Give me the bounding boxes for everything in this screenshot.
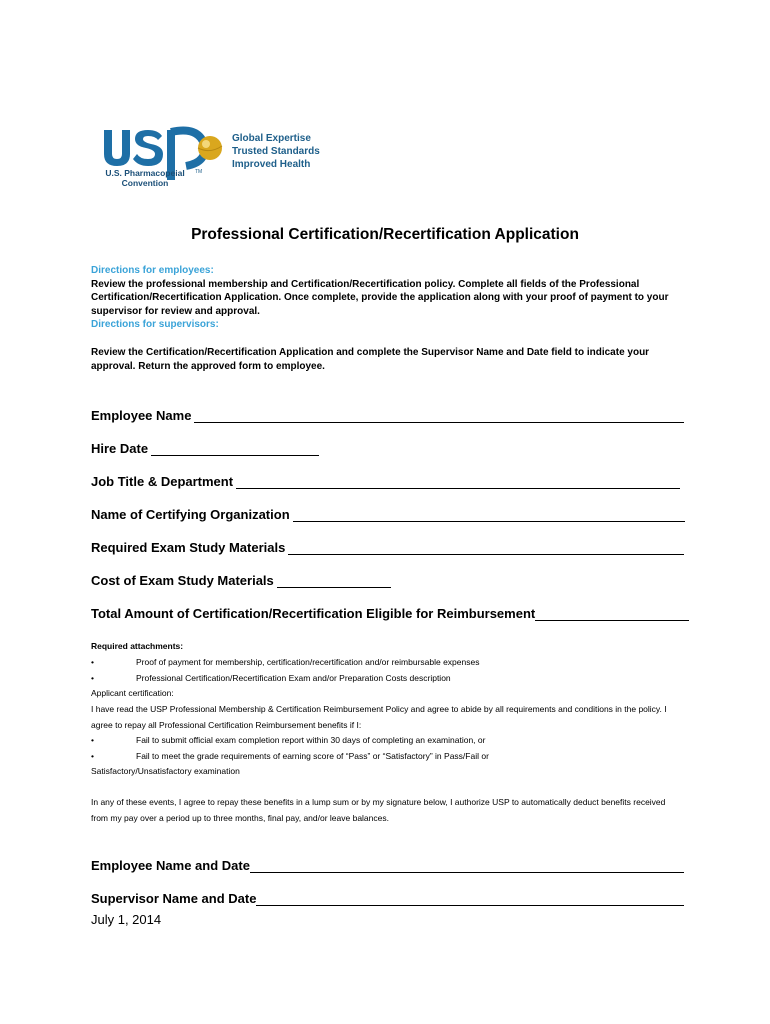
usp-logo <box>100 124 340 196</box>
bullet-icon: • <box>91 751 94 761</box>
attachment-item-2 <box>91 671 451 687</box>
exam-materials-field <box>91 540 684 555</box>
total-amount-input-line[interactable] <box>535 608 689 621</box>
certifying-org-field <box>91 507 685 522</box>
attachment-item-1-text: Proof of payment for membership, certification/recertification and/or reimbursable expenses <box>136 657 480 667</box>
bullet-icon: • <box>91 657 94 667</box>
logo-tagline <box>232 132 320 171</box>
exam-cost-field <box>91 573 391 588</box>
employees-directions-text: Review the professional membership and Certification/Recertification policy. Complete all fields of the Professional Certification/Recertification Application. Once complete, provide the application along with your proof of payment to your supervisor for review and approval. <box>91 278 669 317</box>
certifying-org-input-line[interactable] <box>293 509 685 522</box>
tagline-line-3: Improved Health <box>232 159 311 170</box>
certification-item-2-text: Fail to meet the grade requirements of earning score of “Pass” or “Satisfactory” in Pass/Fail or <box>136 751 489 761</box>
total-amount-label: Total Amount of Certification/Recertification Eligible for Reimbursement <box>91 606 536 621</box>
logo-org-name <box>95 168 195 188</box>
total-amount-field <box>91 606 689 621</box>
employees-directions-heading: Directions for employees: <box>91 265 214 276</box>
svg-text:TM: TM <box>195 169 203 175</box>
supervisors-directions-text: Review the Certification/Recertification Application and complete the Supervisor Name and Date field to indicate your approval. Return the approved form to employee. <box>91 347 650 372</box>
employee-signature-field <box>91 858 684 873</box>
supervisor-signature-input-line[interactable] <box>256 893 684 906</box>
attachment-item-1 <box>91 655 479 671</box>
directions-section <box>91 264 681 332</box>
supervisor-signature-label: Supervisor Name and Date <box>91 891 257 906</box>
job-title-label: Job Title & Department <box>91 474 234 489</box>
exam-materials-label: Required Exam Study Materials <box>91 540 286 555</box>
certifying-org-label: Name of Certifying Organization <box>91 507 290 522</box>
tagline-line-2: Trusted Standards <box>232 146 320 157</box>
hire-date-field <box>91 441 319 456</box>
certification-item-1 <box>91 733 485 749</box>
employee-signature-label: Employee Name and Date <box>91 858 250 873</box>
exam-materials-input-line[interactable] <box>288 542 684 555</box>
footer-date: July 1, 2014 <box>91 912 162 927</box>
supervisor-signature-field <box>91 891 684 906</box>
org-name-line-2: Convention <box>121 178 169 188</box>
employee-name-label: Employee Name <box>91 408 192 423</box>
bullet-icon: • <box>91 673 94 683</box>
attachments-heading: Required attachments: <box>91 641 184 651</box>
org-name-line-1: U.S. Pharmacopeial <box>105 168 185 178</box>
exam-cost-label: Cost of Exam Study Materials <box>91 573 274 588</box>
certification-continuation: Satisfactory/Unsatisfactory examination <box>91 766 240 776</box>
supervisors-directions-heading: Directions for supervisors: <box>91 319 219 330</box>
attachment-item-2-text: Professional Certification/Recertification Exam and/or Preparation Costs description <box>136 673 451 683</box>
certification-heading: Applicant certification: <box>91 688 174 698</box>
exam-cost-input-line[interactable] <box>277 575 391 588</box>
tagline-line-1: Global Expertise <box>232 133 311 144</box>
bullet-icon: • <box>91 735 94 745</box>
employee-signature-input-line[interactable] <box>250 860 684 873</box>
certification-text: I have read the USP Professional Membership & Certification Reimbursement Policy and agree to abide by all requirements and conditions in the policy. I agree to repay all Professional Certification Reimbursement benefits if I: <box>91 704 667 730</box>
page-title: Professional Certification/Recertification Application <box>191 226 579 243</box>
certification-item-2 <box>91 749 489 765</box>
certification-item-1-text: Fail to submit official exam completion report within 30 days of completing an examination, or <box>136 735 486 745</box>
hire-date-input-line[interactable] <box>151 443 319 456</box>
hire-date-label: Hire Date <box>91 441 149 456</box>
job-title-input-line[interactable] <box>236 476 680 489</box>
certification-agreement: In any of these events, I agree to repay these benefits in a lump sum or by my signature below, I authorize USP to automatically deduct benefits received from my pay over a period up to three months, final pay, and/or leave balances. <box>91 797 666 823</box>
employee-name-input-line[interactable] <box>194 410 684 423</box>
job-title-field <box>91 474 680 489</box>
supervisors-directions <box>91 346 681 373</box>
employee-name-field <box>91 408 684 423</box>
